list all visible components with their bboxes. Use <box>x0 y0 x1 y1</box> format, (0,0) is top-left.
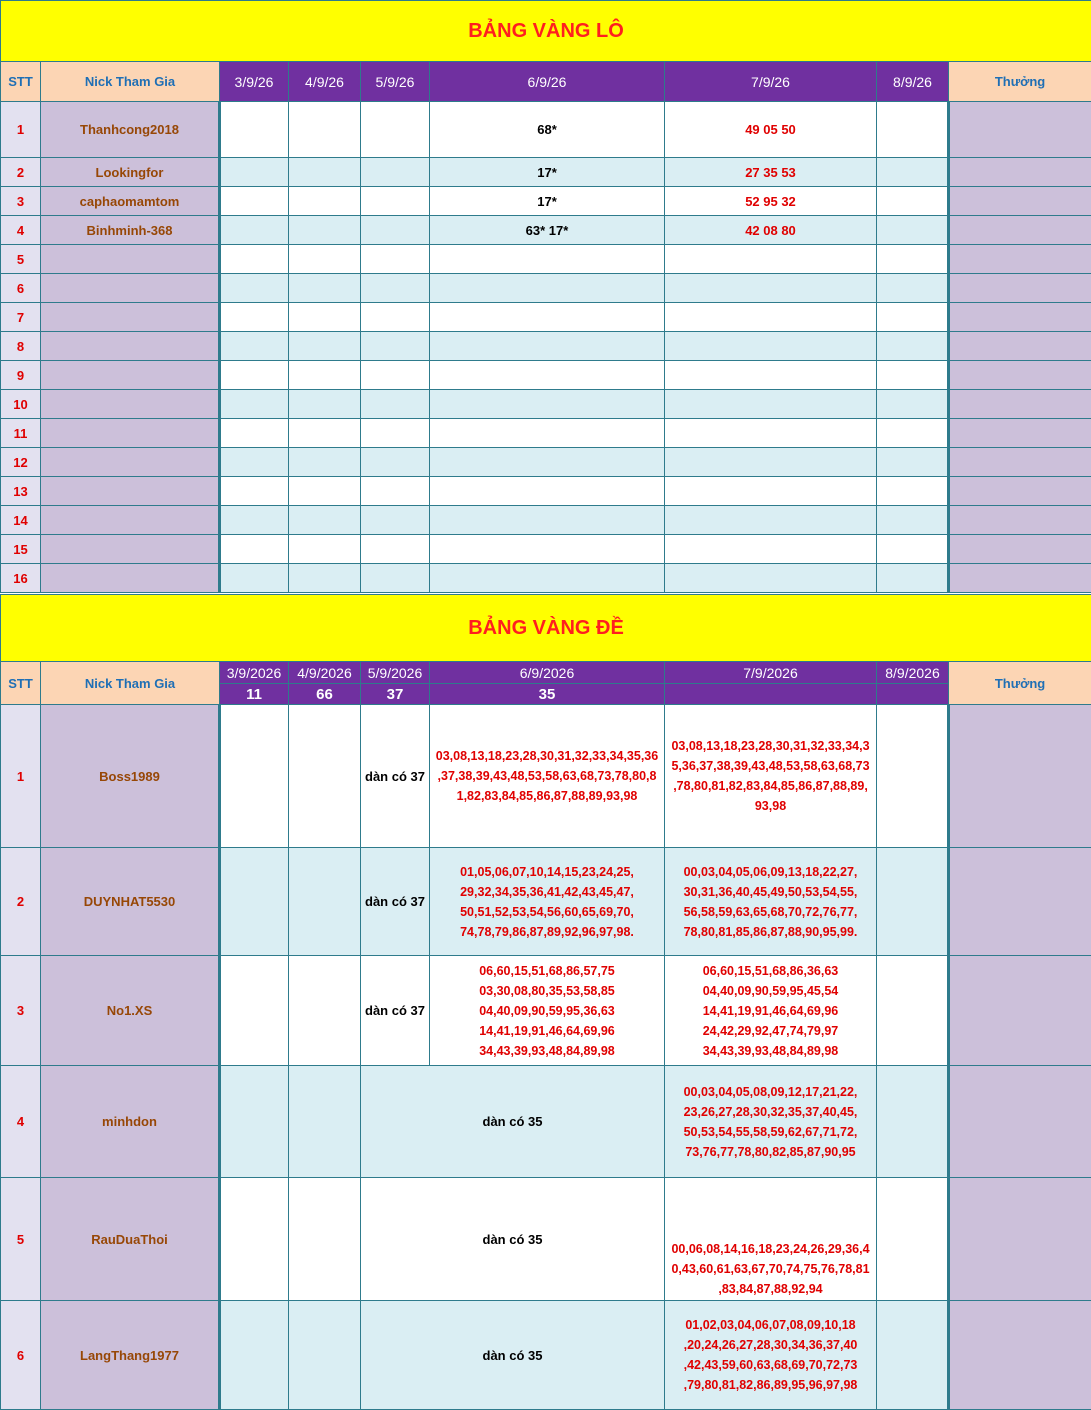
lo-header-date-2: 4/9/26 <box>289 62 361 102</box>
lo-table-row <box>1 448 1091 477</box>
lo-row-date-3 <box>361 102 430 158</box>
lo-table-row <box>1 361 1091 390</box>
lo-row-date-3 <box>361 535 430 564</box>
de-header-date-6: 8/9/2026 <box>877 662 949 684</box>
de-header-prize: Thưởng <box>949 662 1091 705</box>
lo-header-date-5: 7/9/26 <box>665 62 877 102</box>
number-line: 73,76,77,78,80,82,85,87,90,95 <box>685 1144 856 1159</box>
lo-row-stt: 16 <box>1 564 41 593</box>
lo-row-date-2 <box>289 187 361 216</box>
lo-row-nick <box>41 303 220 332</box>
lo-row-date-3 <box>361 303 430 332</box>
de-row-nick: Boss1989 <box>41 705 220 848</box>
number-line: 34,43,39,93,48,84,89,98 <box>702 1043 839 1058</box>
number-line: 5,36,37,38,39,43,48,53,58,63,68,73 <box>671 759 870 773</box>
de-row-date-2 <box>289 1178 361 1301</box>
lo-row-date-4 <box>430 535 665 564</box>
number-line: 30,31,36,40,45,49,50,53,54,55, <box>683 884 858 899</box>
lo-row-date-6 <box>877 535 949 564</box>
lo-row-date-4 <box>430 477 665 506</box>
lo-row-date-6 <box>877 158 949 187</box>
number-line: 0,43,60,61,63,67,70,74,75,76,78,81 <box>671 1262 870 1276</box>
lo-row-date-1 <box>220 564 289 593</box>
lo-row-date-2 <box>289 390 361 419</box>
de-row-date-1 <box>220 956 289 1066</box>
lo-row-date-3 <box>361 274 430 303</box>
lo-row-date-5: 27 35 53 <box>665 158 877 187</box>
lo-row-date-4: 68* <box>430 102 665 158</box>
lo-row-stt: 14 <box>1 506 41 535</box>
lo-title: BẢNG VÀNG LÔ <box>1 1 1091 62</box>
de-row-stt: 2 <box>1 848 41 956</box>
de-row-date-5 <box>665 1178 877 1301</box>
lo-row-date-1 <box>220 419 289 448</box>
lo-row-date-5: 42 08 80 <box>665 216 877 245</box>
lo-row-date-4 <box>430 448 665 477</box>
lo-row-prize <box>949 419 1091 448</box>
de-row-date-5 <box>665 848 877 956</box>
lo-row-date-1 <box>220 390 289 419</box>
lo-header-nick: Nick Tham Gia <box>41 62 220 102</box>
de-row-date-5 <box>665 1301 877 1410</box>
lo-row-prize <box>949 274 1091 303</box>
de-row-prize <box>949 1301 1091 1410</box>
lo-row-date-4 <box>430 303 665 332</box>
de-row-date-6 <box>877 1066 949 1178</box>
de-row-prize <box>949 956 1091 1066</box>
lo-row-nick <box>41 390 220 419</box>
lo-table-row <box>1 564 1091 593</box>
lo-row-stt: 6 <box>1 274 41 303</box>
number-line: 24,42,29,92,47,74,79,97 <box>702 1023 839 1038</box>
lo-row-prize <box>949 535 1091 564</box>
number-line <box>665 1219 876 1239</box>
lo-row-prize <box>949 477 1091 506</box>
de-row-date-3: dàn có 37 <box>361 705 430 848</box>
lo-row-date-4 <box>430 506 665 535</box>
de-row-date-1 <box>220 705 289 848</box>
lo-row-stt: 8 <box>1 332 41 361</box>
lo-table-row <box>1 332 1091 361</box>
number-line: ,37,38,39,43,48,53,58,63,68,73,78,80,8 <box>437 769 657 783</box>
number-line: 06,60,15,51,68,86,36,63 <box>702 963 839 978</box>
lo-row-date-3 <box>361 216 430 245</box>
lo-row-date-4: 17* <box>430 158 665 187</box>
de-row-nick: minhdon <box>41 1066 220 1178</box>
lo-row-date-1 <box>220 158 289 187</box>
number-line <box>665 1199 876 1219</box>
number-line: 01,05,06,07,10,14,15,23,24,25, <box>460 864 634 879</box>
number-line <box>665 1179 876 1199</box>
lo-row-prize <box>949 187 1091 216</box>
lo-row-nick <box>41 535 220 564</box>
de-row-note: dàn có 35 <box>361 1178 665 1301</box>
lo-row-date-2 <box>289 102 361 158</box>
number-line: 06,60,15,51,68,86,57,75 <box>479 963 615 978</box>
lo-row-stt: 4 <box>1 216 41 245</box>
lo-row-date-1 <box>220 245 289 274</box>
lo-row-date-2 <box>289 419 361 448</box>
lo-header-date-4: 6/9/26 <box>430 62 665 102</box>
number-line: 03,30,08,80,35,53,58,85 <box>479 983 615 998</box>
number-line: 74,78,79,86,87,89,92,96,97,98. <box>460 924 634 939</box>
lo-table-row <box>1 535 1091 564</box>
lo-row-date-4 <box>430 332 665 361</box>
de-row-date-3: dàn có 37 <box>361 956 430 1066</box>
de-row-date-1 <box>220 848 289 956</box>
lo-row-date-6 <box>877 477 949 506</box>
lo-row-date-5 <box>665 303 877 332</box>
lo-header-prize: Thưởng <box>949 62 1091 102</box>
lo-row-date-4: 63* 17* <box>430 216 665 245</box>
lo-row-stt: 2 <box>1 158 41 187</box>
lo-row-date-6 <box>877 102 949 158</box>
de-table-row <box>1 1066 1091 1178</box>
lo-row-date-1 <box>220 332 289 361</box>
de-row-date-3: dàn có 37 <box>361 848 430 956</box>
lo-row-date-6 <box>877 448 949 477</box>
de-row-stt: 3 <box>1 956 41 1066</box>
lo-row-date-4 <box>430 274 665 303</box>
lo-row-date-5 <box>665 361 877 390</box>
de-row-date-5 <box>665 956 877 1066</box>
lo-row-date-5 <box>665 332 877 361</box>
number-line: 00,03,04,05,06,09,13,18,22,27, <box>683 864 858 879</box>
de-row-nick: RauDuaThoi <box>41 1178 220 1301</box>
number-line: ,20,24,26,27,28,30,34,36,37,40 <box>683 1338 858 1352</box>
de-table <box>0 594 1091 1410</box>
lo-row-date-6 <box>877 274 949 303</box>
lo-row-stt: 10 <box>1 390 41 419</box>
number-line: 50,51,52,53,54,56,60,65,69,70, <box>460 904 634 919</box>
de-header-date-3: 5/9/2026 <box>361 662 430 684</box>
lo-table-row <box>1 216 1091 245</box>
lo-row-date-2 <box>289 274 361 303</box>
number-line: ,79,80,81,82,86,89,95,96,97,98 <box>683 1378 858 1392</box>
de-row-date-1 <box>220 1066 289 1178</box>
lo-row-prize <box>949 303 1091 332</box>
lo-row-date-2 <box>289 448 361 477</box>
lo-row-stt: 15 <box>1 535 41 564</box>
lo-row-date-6 <box>877 216 949 245</box>
number-line: 34,43,39,93,48,84,89,98 <box>479 1043 615 1058</box>
lo-row-prize <box>949 448 1091 477</box>
de-row-date-2 <box>289 1301 361 1410</box>
lo-row-date-5 <box>665 274 877 303</box>
lo-row-stt: 7 <box>1 303 41 332</box>
lo-row-date-6 <box>877 303 949 332</box>
lo-row-nick <box>41 245 220 274</box>
lo-row-stt: 12 <box>1 448 41 477</box>
lo-row-stt: 13 <box>1 477 41 506</box>
number-line: 04,40,09,90,59,95,36,63 <box>479 1003 615 1018</box>
lo-table-row <box>1 102 1091 158</box>
de-row-date-6 <box>877 705 949 848</box>
lo-row-date-4 <box>430 390 665 419</box>
lo-row-prize <box>949 506 1091 535</box>
lo-row-date-3 <box>361 448 430 477</box>
de-row-stt: 1 <box>1 705 41 848</box>
de-table-row <box>1 848 1091 956</box>
lo-row-date-5 <box>665 419 877 448</box>
de-row-date-1 <box>220 1178 289 1301</box>
lo-row-prize <box>949 361 1091 390</box>
lo-row-nick: caphaomamtom <box>41 187 220 216</box>
lo-row-prize <box>949 102 1091 158</box>
lo-row-date-2 <box>289 361 361 390</box>
de-row-date-2 <box>289 1066 361 1178</box>
lo-row-date-2 <box>289 564 361 593</box>
lo-row-date-3 <box>361 477 430 506</box>
de-row-nick: LangThang1977 <box>41 1301 220 1410</box>
lo-row-date-4 <box>430 564 665 593</box>
lo-table-row <box>1 187 1091 216</box>
lo-row-date-6 <box>877 245 949 274</box>
number-line: 00,03,04,05,08,09,12,17,21,22, <box>683 1084 858 1099</box>
de-row-date-6 <box>877 848 949 956</box>
lo-row-date-5 <box>665 390 877 419</box>
lo-row-nick <box>41 477 220 506</box>
de-row-date-4 <box>430 848 665 956</box>
lo-row-date-2 <box>289 535 361 564</box>
lo-row-date-1 <box>220 303 289 332</box>
lo-row-date-3 <box>361 419 430 448</box>
number-line: 23,26,27,28,30,32,35,37,40,45, <box>683 1104 858 1119</box>
number-line: 56,58,59,63,65,68,70,72,76,77, <box>683 904 858 919</box>
de-row-nick: DUYNHAT5530 <box>41 848 220 956</box>
number-line: 04,40,09,90,59,95,45,54 <box>702 983 839 998</box>
de-row-date-6 <box>877 1301 949 1410</box>
lo-row-nick <box>41 448 220 477</box>
number-line: 03,08,13,18,23,28,30,31,32,33,34,35,36 <box>435 749 659 763</box>
lo-row-date-3 <box>361 564 430 593</box>
number-line: 93,98 <box>754 799 787 813</box>
number-line: 03,08,13,18,23,28,30,31,32,33,34,3 <box>671 739 870 753</box>
lo-table <box>0 0 1091 593</box>
lo-row-date-5 <box>665 477 877 506</box>
number-line: 01,02,03,04,06,07,08,09,10,18 <box>685 1318 856 1332</box>
lo-row-date-5: 49 05 50 <box>665 102 877 158</box>
de-row-prize <box>949 1178 1091 1301</box>
number-line: ,78,80,81,82,83,84,85,86,87,88,89, <box>673 779 868 793</box>
lo-row-date-1 <box>220 361 289 390</box>
de-result-2: 66 <box>289 684 361 705</box>
lo-header-stt: STT <box>1 62 41 102</box>
number-line: ,42,43,59,60,63,68,69,70,72,73 <box>683 1358 858 1372</box>
de-row-date-2 <box>289 956 361 1066</box>
lo-row-stt: 11 <box>1 419 41 448</box>
lo-row-date-1 <box>220 506 289 535</box>
de-row-stt: 5 <box>1 1178 41 1301</box>
de-row-prize <box>949 1066 1091 1178</box>
lo-row-date-5 <box>665 245 877 274</box>
de-result-3: 37 <box>361 684 430 705</box>
lo-row-date-3 <box>361 245 430 274</box>
de-row-nick: No1.XS <box>41 956 220 1066</box>
lo-row-date-6 <box>877 361 949 390</box>
lo-row-prize <box>949 216 1091 245</box>
lo-row-date-5: 52 95 32 <box>665 187 877 216</box>
lo-row-date-5 <box>665 564 877 593</box>
lo-row-date-2 <box>289 216 361 245</box>
lo-row-date-2 <box>289 158 361 187</box>
lo-row-nick <box>41 361 220 390</box>
lo-row-nick <box>41 419 220 448</box>
lo-row-date-1 <box>220 477 289 506</box>
lo-row-date-5 <box>665 506 877 535</box>
de-row-date-5 <box>665 705 877 848</box>
lo-row-date-4: 17* <box>430 187 665 216</box>
de-result-1: 11 <box>220 684 289 705</box>
lo-row-date-2 <box>289 477 361 506</box>
de-title: BẢNG VÀNG ĐỀ <box>1 595 1091 662</box>
lo-row-date-3 <box>361 158 430 187</box>
lo-row-nick <box>41 506 220 535</box>
lo-table-row <box>1 274 1091 303</box>
lo-row-date-6 <box>877 419 949 448</box>
lo-row-date-6 <box>877 187 949 216</box>
lo-row-date-4 <box>430 361 665 390</box>
lo-row-date-1 <box>220 102 289 158</box>
lo-row-date-2 <box>289 245 361 274</box>
number-line: 00,06,08,14,16,18,23,24,26,29,36,4 <box>671 1242 870 1256</box>
lo-row-date-1 <box>220 216 289 245</box>
lo-row-date-3 <box>361 506 430 535</box>
number-line: 78,80,81,85,86,87,88,90,95,99. <box>683 924 858 939</box>
lo-row-prize <box>949 564 1091 593</box>
de-row-prize <box>949 848 1091 956</box>
de-row-note: dàn có 35 <box>361 1301 665 1410</box>
de-header-nick: Nick Tham Gia <box>41 662 220 705</box>
lo-row-stt: 1 <box>1 102 41 158</box>
lo-table-row <box>1 506 1091 535</box>
lo-header-date-3: 5/9/26 <box>361 62 430 102</box>
de-row-date-2 <box>289 848 361 956</box>
de-row-date-1 <box>220 1301 289 1410</box>
de-row-date-6 <box>877 956 949 1066</box>
lo-row-date-1 <box>220 448 289 477</box>
lo-table-row <box>1 245 1091 274</box>
lo-table-row <box>1 419 1091 448</box>
lo-table-row <box>1 390 1091 419</box>
lo-row-date-1 <box>220 535 289 564</box>
de-result-4: 35 <box>430 684 665 705</box>
lo-row-date-5 <box>665 448 877 477</box>
de-table-row <box>1 705 1091 848</box>
de-row-date-4 <box>430 705 665 848</box>
number-line: 50,53,54,55,58,59,62,67,71,72, <box>683 1124 858 1139</box>
de-header-date-2: 4/9/2026 <box>289 662 361 684</box>
de-row-date-4 <box>430 956 665 1066</box>
lo-row-date-3 <box>361 390 430 419</box>
lo-row-date-3 <box>361 187 430 216</box>
lo-row-date-2 <box>289 303 361 332</box>
de-row-stt: 6 <box>1 1301 41 1410</box>
lo-table-row <box>1 158 1091 187</box>
de-result-5 <box>665 684 877 705</box>
lo-row-date-4 <box>430 419 665 448</box>
lo-row-nick <box>41 332 220 361</box>
lo-row-date-1 <box>220 274 289 303</box>
number-line: 14,41,19,91,46,64,69,96 <box>479 1023 615 1038</box>
number-line: 29,32,34,35,36,41,42,43,45,47, <box>460 884 634 899</box>
lo-row-nick <box>41 564 220 593</box>
lo-row-stt: 5 <box>1 245 41 274</box>
lo-row-prize <box>949 332 1091 361</box>
lo-row-date-1 <box>220 187 289 216</box>
lo-row-nick: Thanhcong2018 <box>41 102 220 158</box>
de-row-date-5 <box>665 1066 877 1178</box>
lo-row-date-3 <box>361 332 430 361</box>
de-row-date-6 <box>877 1178 949 1301</box>
lo-row-date-5 <box>665 535 877 564</box>
lo-row-date-2 <box>289 332 361 361</box>
lo-header-date-6: 8/9/26 <box>877 62 949 102</box>
lo-row-nick: Binhminh-368 <box>41 216 220 245</box>
de-table-row <box>1 1178 1091 1301</box>
number-line: 14,41,19,91,46,64,69,96 <box>702 1003 839 1018</box>
de-row-prize <box>949 705 1091 848</box>
lo-table-row <box>1 477 1091 506</box>
de-row-note: dàn có 35 <box>361 1066 665 1178</box>
lo-row-nick <box>41 274 220 303</box>
de-header-date-1: 3/9/2026 <box>220 662 289 684</box>
de-header-stt: STT <box>1 662 41 705</box>
lo-row-date-2 <box>289 506 361 535</box>
lo-table-row <box>1 303 1091 332</box>
lo-row-stt: 9 <box>1 361 41 390</box>
number-line: 1,82,83,84,85,86,87,88,89,93,98 <box>456 789 638 803</box>
lo-row-prize <box>949 245 1091 274</box>
lo-row-date-6 <box>877 506 949 535</box>
lo-header-date-1: 3/9/26 <box>220 62 289 102</box>
de-row-date-2 <box>289 705 361 848</box>
lo-row-prize <box>949 158 1091 187</box>
de-row-stt: 4 <box>1 1066 41 1178</box>
lo-row-date-6 <box>877 332 949 361</box>
de-header-date-4: 6/9/2026 <box>430 662 665 684</box>
de-table-row <box>1 956 1091 1066</box>
number-line: ,83,84,87,88,92,94 <box>718 1282 823 1296</box>
de-header-date-5: 7/9/2026 <box>665 662 877 684</box>
lo-row-prize <box>949 390 1091 419</box>
lo-row-date-4 <box>430 245 665 274</box>
lo-row-date-6 <box>877 564 949 593</box>
lo-row-date-3 <box>361 361 430 390</box>
de-table-row <box>1 1301 1091 1410</box>
lo-row-stt: 3 <box>1 187 41 216</box>
lo-row-nick: Lookingfor <box>41 158 220 187</box>
lo-row-date-6 <box>877 390 949 419</box>
de-result-6 <box>877 684 949 705</box>
